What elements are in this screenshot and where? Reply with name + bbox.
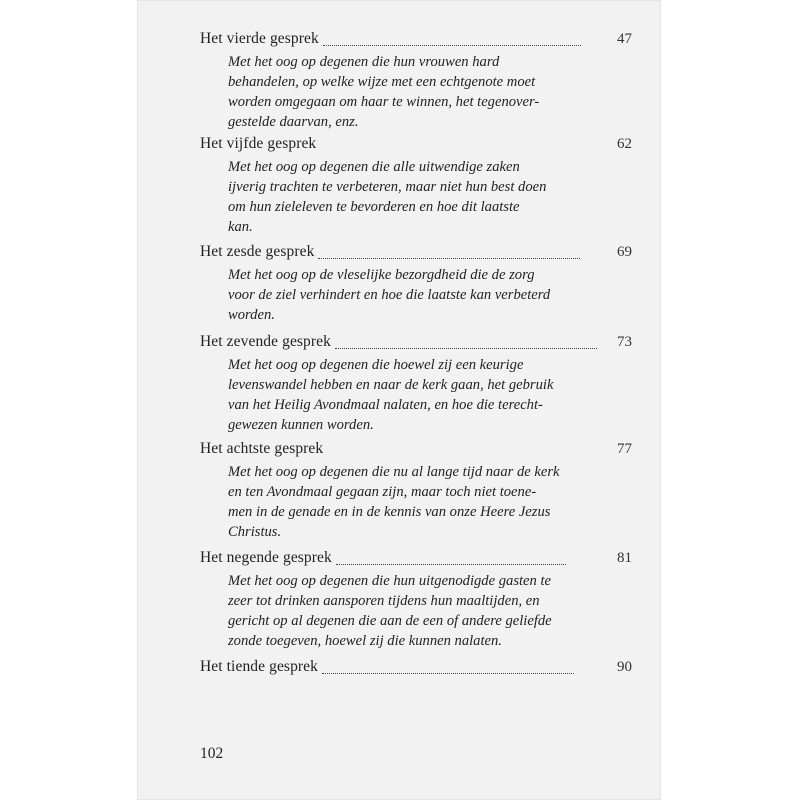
- description-line: gewezen kunnen worden.: [228, 417, 374, 433]
- toc-page-number: 47: [617, 31, 632, 47]
- dot-leader: [318, 258, 580, 259]
- description-line: worden.: [228, 307, 275, 323]
- toc-entry-title: Het zevende gesprek: [200, 333, 332, 350]
- toc-entry-heading: [200, 135, 632, 157]
- toc-entry-description: [228, 157, 600, 237]
- toc-page-number: 81: [617, 550, 632, 566]
- description-line: en ten Avondmaal gegaan zijn, maar toch niet toene-: [228, 484, 537, 500]
- toc-entry: [200, 333, 632, 435]
- toc-page-number: 90: [617, 659, 632, 675]
- toc-entry: [200, 549, 632, 651]
- description-line: gestelde daarvan, enz.: [228, 114, 359, 130]
- toc-entry-description: [228, 265, 600, 325]
- dot-leader: [336, 564, 566, 565]
- toc-entry-title: Het vijfde gesprek: [200, 135, 317, 152]
- description-line: Christus.: [228, 524, 282, 540]
- toc-entry-title: Het vierde gesprek: [200, 30, 319, 47]
- description-line: behandelen, op welke wijze met een echtgenote moet: [228, 74, 536, 90]
- description-line: gericht op al degenen die aan de een of andere geliefde: [228, 613, 552, 629]
- toc-entry: [200, 135, 632, 237]
- toc-entry-heading: [200, 30, 632, 52]
- dot-leader: [323, 45, 581, 46]
- toc-entry-description: [228, 355, 600, 435]
- dot-leader: [335, 348, 597, 349]
- toc-page-number: 73: [617, 334, 632, 350]
- description-line: om hun zieleleven te bevorderen en hoe dit laatste: [228, 199, 520, 215]
- description-line: zonde toegeven, hoewel zij die kunnen nalaten.: [228, 633, 502, 649]
- toc-entry-description: [228, 462, 600, 542]
- toc-page-number: 77: [617, 441, 632, 457]
- toc-entry-heading: [200, 658, 632, 680]
- toc-entry-heading: [200, 243, 632, 265]
- description-line: Met het oog op degenen die hun uitgenodigde gasten te: [228, 573, 552, 589]
- toc-entry-title: Het achtste gesprek: [200, 440, 324, 457]
- toc-entry: [200, 658, 632, 680]
- toc-entry: [200, 440, 632, 542]
- description-line: Met het oog op degenen die hoewel zij een keurige: [228, 357, 524, 373]
- description-line: Met het oog op de vleselijke bezorgdheid die de zorg: [228, 267, 535, 283]
- description-line: Met het oog op degenen die hun vrouwen hard: [228, 54, 500, 70]
- description-line: kan.: [228, 219, 253, 235]
- description-line: Met het oog op degenen die nu al lange tijd naar de kerk: [228, 464, 560, 480]
- dot-leader: [322, 673, 574, 674]
- description-line: zeer tot drinken aansporen tijdens hun maaltijden, en: [228, 593, 540, 609]
- toc-entry-description: [228, 571, 600, 651]
- toc-entry: [200, 243, 632, 325]
- description-line: ijverig trachten te verbeteren, maar niet hun best doen: [228, 179, 547, 195]
- toc-entry-title: Het zesde gesprek: [200, 243, 315, 260]
- toc-entry-title: Het negende gesprek: [200, 549, 332, 566]
- toc-entry-description: [228, 52, 600, 132]
- description-line: worden omgegaan om haar te winnen, het tegenover-: [228, 94, 540, 110]
- page-folio-number: 102: [200, 745, 224, 762]
- description-line: van het Heilig Avondmaal nalaten, en hoe die terecht-: [228, 397, 543, 413]
- description-line: voor de ziel verhindert en hoe die laatste kan verbeterd: [228, 287, 551, 303]
- toc-entry-title: Het tiende gesprek: [200, 658, 319, 675]
- toc-page-number: 62: [617, 136, 632, 152]
- toc-entry-heading: [200, 549, 632, 571]
- description-line: Met het oog op degenen die alle uitwendige zaken: [228, 159, 520, 175]
- description-line: men in de genade en in de kennis van onze Heere Jezus: [228, 504, 551, 520]
- toc-entry: [200, 30, 632, 132]
- toc-entry-heading: [200, 333, 632, 355]
- toc-page-number: 69: [617, 244, 632, 260]
- toc-entry-heading: [200, 440, 632, 462]
- description-line: levenswandel hebben en naar de kerk gaan, het gebruik: [228, 377, 554, 393]
